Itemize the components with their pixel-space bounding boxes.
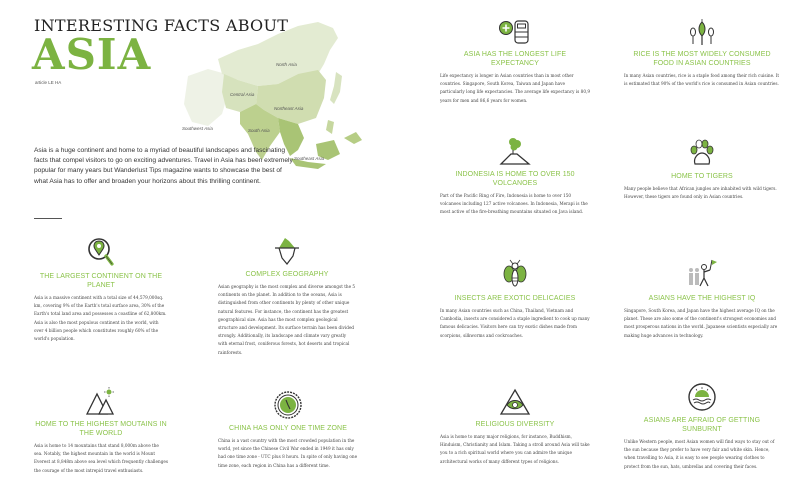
fact-body: Life expectancy is longer in Asian countries than in most other countries. Singapore, South Korea, Taiwan and Japan have particularly long life expectancies. The average life expectancy is 80,9 years for men and 86,6 years for women.: [440, 73, 590, 103]
fact-body: Part of the Pacific Ring of Fire, Indonesia is home to over 150 volcanoes including 127 active volcanoes. In Indonesia, Merapi is the most active of the fire-breathing mountains situated on Java island.: [440, 193, 588, 215]
fact-body: Singapore, South Korea, and Japan have the highest average IQ on the planet. These are also some of the continent's strongest economies and most prosperous nations in the world. Japanese scientists especially are making huge advances in technology.: [624, 308, 778, 338]
page-title: ASIA: [32, 30, 152, 79]
title-eyebrow: INTERESTING FACTS ABOUT: [34, 16, 289, 35]
map-label-central-asia: Central Asia: [230, 92, 255, 97]
fact-title: THE LARGEST CONTINENT ON THE PLANET: [39, 273, 163, 289]
fact-card: [624, 380, 780, 471]
fact-title: RICE IS THE MOST WIDELY CONSUMED FOOD IN ASIAN COUNTRIES: [633, 51, 771, 67]
fact-title: HOME TO TIGERS: [671, 173, 733, 180]
fact-body: Many people believe that African jungles are inhabited with wild tigers. However, these tigers are found only in Asian countries.: [624, 186, 777, 200]
map-label-southeast-asia: Southeast Asia: [294, 156, 325, 161]
volcano-icon: [499, 136, 531, 166]
fact-card: [440, 14, 590, 105]
sunset-badge-icon: [687, 382, 717, 412]
iceberg-icon: [273, 234, 301, 266]
fact-card: [624, 136, 780, 201]
intro-paragraph: Asia is a huge continent and home to a myriad of beautiful landscapes and fascinating facts that compel visitors to go on exciting adventures. Travel in Asia has been extremely popular for many years but Wanderlust Tips magazine wants to showcase the best of what Asia has to offer and broaden your horizons about this thrilling continent.: [34, 147, 293, 185]
fact-body: In many Asian countries, rice is a staple food among their rich cuisine. It is estimated that 90% of the world's rice is consumed in Asian countries.: [624, 73, 780, 87]
person-flag-icon: [686, 258, 718, 290]
fact-body: Asian geography is the most complex and diverse amongst the 5 continents on the planet. In addition to the oceans, Asia is distinguished from other continents by plenty of other unique natural features. For instance, the continent has the greatest geographical size. Asia has the most complex geological structure and development. Its surface terrain has been divided strongly. Additionally, its landscape and climate vary greatly with eternal frost, coniferous forests, hot deserts and tropical rainforests.: [218, 284, 356, 355]
eye-triangle-icon: [499, 388, 531, 416]
fact-card: [624, 14, 780, 88]
fact-body: Asia is home to many major religions, for instance, Buddhism, Hinduism, Christianity and Islam. Taking a stroll around Asia will take you to a rich spiritual world where you can admire the unique architectural works of many different types of religions.: [440, 434, 590, 464]
fact-title: RELIGIOUS DIVERSITY: [475, 421, 555, 428]
byline: article LE HA: [35, 80, 62, 85]
fact-body: Asia is a massive continent with a total size of 44,579,000sq. km, covering 9% of the Earth's total surface area, 30% of the Earth's total land area and possesses a coastline of 62,800km. Asia is also the most populous continent in the world, with over 4 billion people which constitutes roughly 60% of the world's population.: [34, 295, 167, 342]
map-label-south-asia: South Asia: [248, 128, 270, 133]
divider: [34, 218, 62, 219]
fact-body: China is a vast country with the most crowded population in the world, yet since the Chinese Civil War ended in 1949 it has only had one time zone - UTC plus 8 hours. In spite of only having one time zone, each region in China has a different time.: [218, 438, 358, 468]
fact-title: COMPLEX GEOGRAPHY: [245, 271, 329, 278]
fact-title: ASIANS ARE AFRAID OF GETTING SUNBURNT: [643, 417, 761, 433]
fact-card: [440, 384, 590, 466]
fact-title: INDONESIA IS HOME TO OVER 150 VOLCANOES: [455, 171, 575, 187]
fact-card: [34, 384, 168, 475]
map-label-north-asia: North Asia: [276, 62, 297, 67]
fact-card: [218, 388, 358, 470]
fact-title: HOME TO THE HIGHEST MOUTAINS IN THE WORLD: [35, 421, 167, 437]
fact-title: ASIANS HAVE THE HIGHEST IQ: [648, 295, 756, 302]
fact-title: INSECTS ARE EXOTIC DELICACIES: [454, 295, 576, 302]
fact-body: Unlike Western people, most Asian women will find ways to stay out of the sun because they prefer to have very fair and white skin. Hence, when travelling to Asia, it is easy to see people wearing clothes to protect from the sun, hats, umbrellas and covering their faces.: [624, 439, 775, 469]
fact-card: [624, 258, 780, 340]
map-label-northeast-asia: Northeast Asia: [274, 106, 304, 111]
fact-title: ASIA HAS THE LONGEST LIFE EXPECTANCY: [463, 51, 567, 67]
paw-print-icon: [687, 138, 717, 168]
insect-icon: [501, 258, 529, 290]
fact-card: [440, 134, 590, 217]
mountains-sun-icon: [85, 386, 117, 416]
fact-title: CHINA HAS ONLY ONE TIME ZONE: [229, 425, 347, 432]
map-pin-magnifier-icon: [88, 236, 114, 268]
clock-icon: [273, 390, 303, 420]
fact-card: [440, 258, 590, 340]
fact-card: [218, 234, 356, 357]
fact-body: Asia is home to 14 mountains that stand 8,000m above the sea. Notably, the highest mountain in the world is Mount Everest at 8,848m above sea level which frequently challenges the courage of the most intrepid travel enthusiasts.: [34, 443, 168, 473]
map-label-southwest-asia: Southwest Asia: [182, 126, 213, 131]
hospital-bed-icon: [498, 18, 532, 46]
rice-plant-icon: [688, 18, 716, 46]
fact-body: In many Asian countries such as China, Thailand, Vietnam and Cambodia, insects are considered a staple ingredient to cook up many famous delicacies. Visitors here can try exotic dishes made from scorpions, silkworms and cockroaches.: [440, 308, 590, 338]
fact-card: [34, 236, 168, 343]
